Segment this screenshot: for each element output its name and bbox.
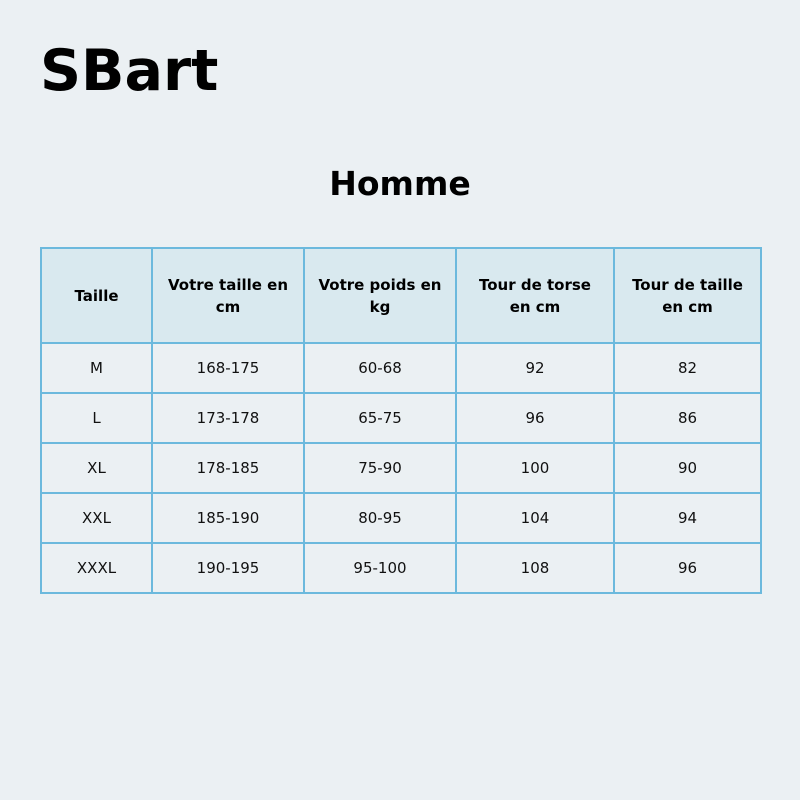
table-row	[41, 343, 761, 393]
cell-chest: 100	[456, 443, 614, 493]
header-weight: Votre poids en kg	[304, 248, 456, 343]
cell-height: 190-195	[152, 543, 304, 593]
cell-size: XXXL	[41, 543, 152, 593]
header-chest: Tour de torse en cm	[456, 248, 614, 343]
size-chart-table	[40, 247, 762, 594]
section-title: Homme	[329, 164, 471, 203]
cell-weight: 60-68	[304, 343, 456, 393]
header-height: Votre taille en cm	[152, 248, 304, 343]
table-row	[41, 393, 761, 443]
cell-weight: 75-90	[304, 443, 456, 493]
cell-size: XXL	[41, 493, 152, 543]
table-row	[41, 493, 761, 543]
cell-waist: 94	[614, 493, 761, 543]
header-size: Taille	[41, 248, 152, 343]
cell-height: 173-178	[152, 393, 304, 443]
cell-size: L	[41, 393, 152, 443]
cell-weight: 65-75	[304, 393, 456, 443]
table-row	[41, 543, 761, 593]
cell-chest: 108	[456, 543, 614, 593]
cell-size: XL	[41, 443, 152, 493]
brand-logo-text: SBart	[40, 38, 219, 104]
cell-height: 178-185	[152, 443, 304, 493]
cell-chest: 104	[456, 493, 614, 543]
cell-waist: 86	[614, 393, 761, 443]
cell-height: 168-175	[152, 343, 304, 393]
cell-size: M	[41, 343, 152, 393]
cell-waist: 82	[614, 343, 761, 393]
cell-waist: 96	[614, 543, 761, 593]
cell-height: 185-190	[152, 493, 304, 543]
cell-waist: 90	[614, 443, 761, 493]
cell-weight: 80-95	[304, 493, 456, 543]
table-row	[41, 443, 761, 493]
table-header-row	[41, 248, 761, 343]
cell-chest: 96	[456, 393, 614, 443]
header-waist: Tour de taille en cm	[614, 248, 761, 343]
cell-weight: 95-100	[304, 543, 456, 593]
cell-chest: 92	[456, 343, 614, 393]
